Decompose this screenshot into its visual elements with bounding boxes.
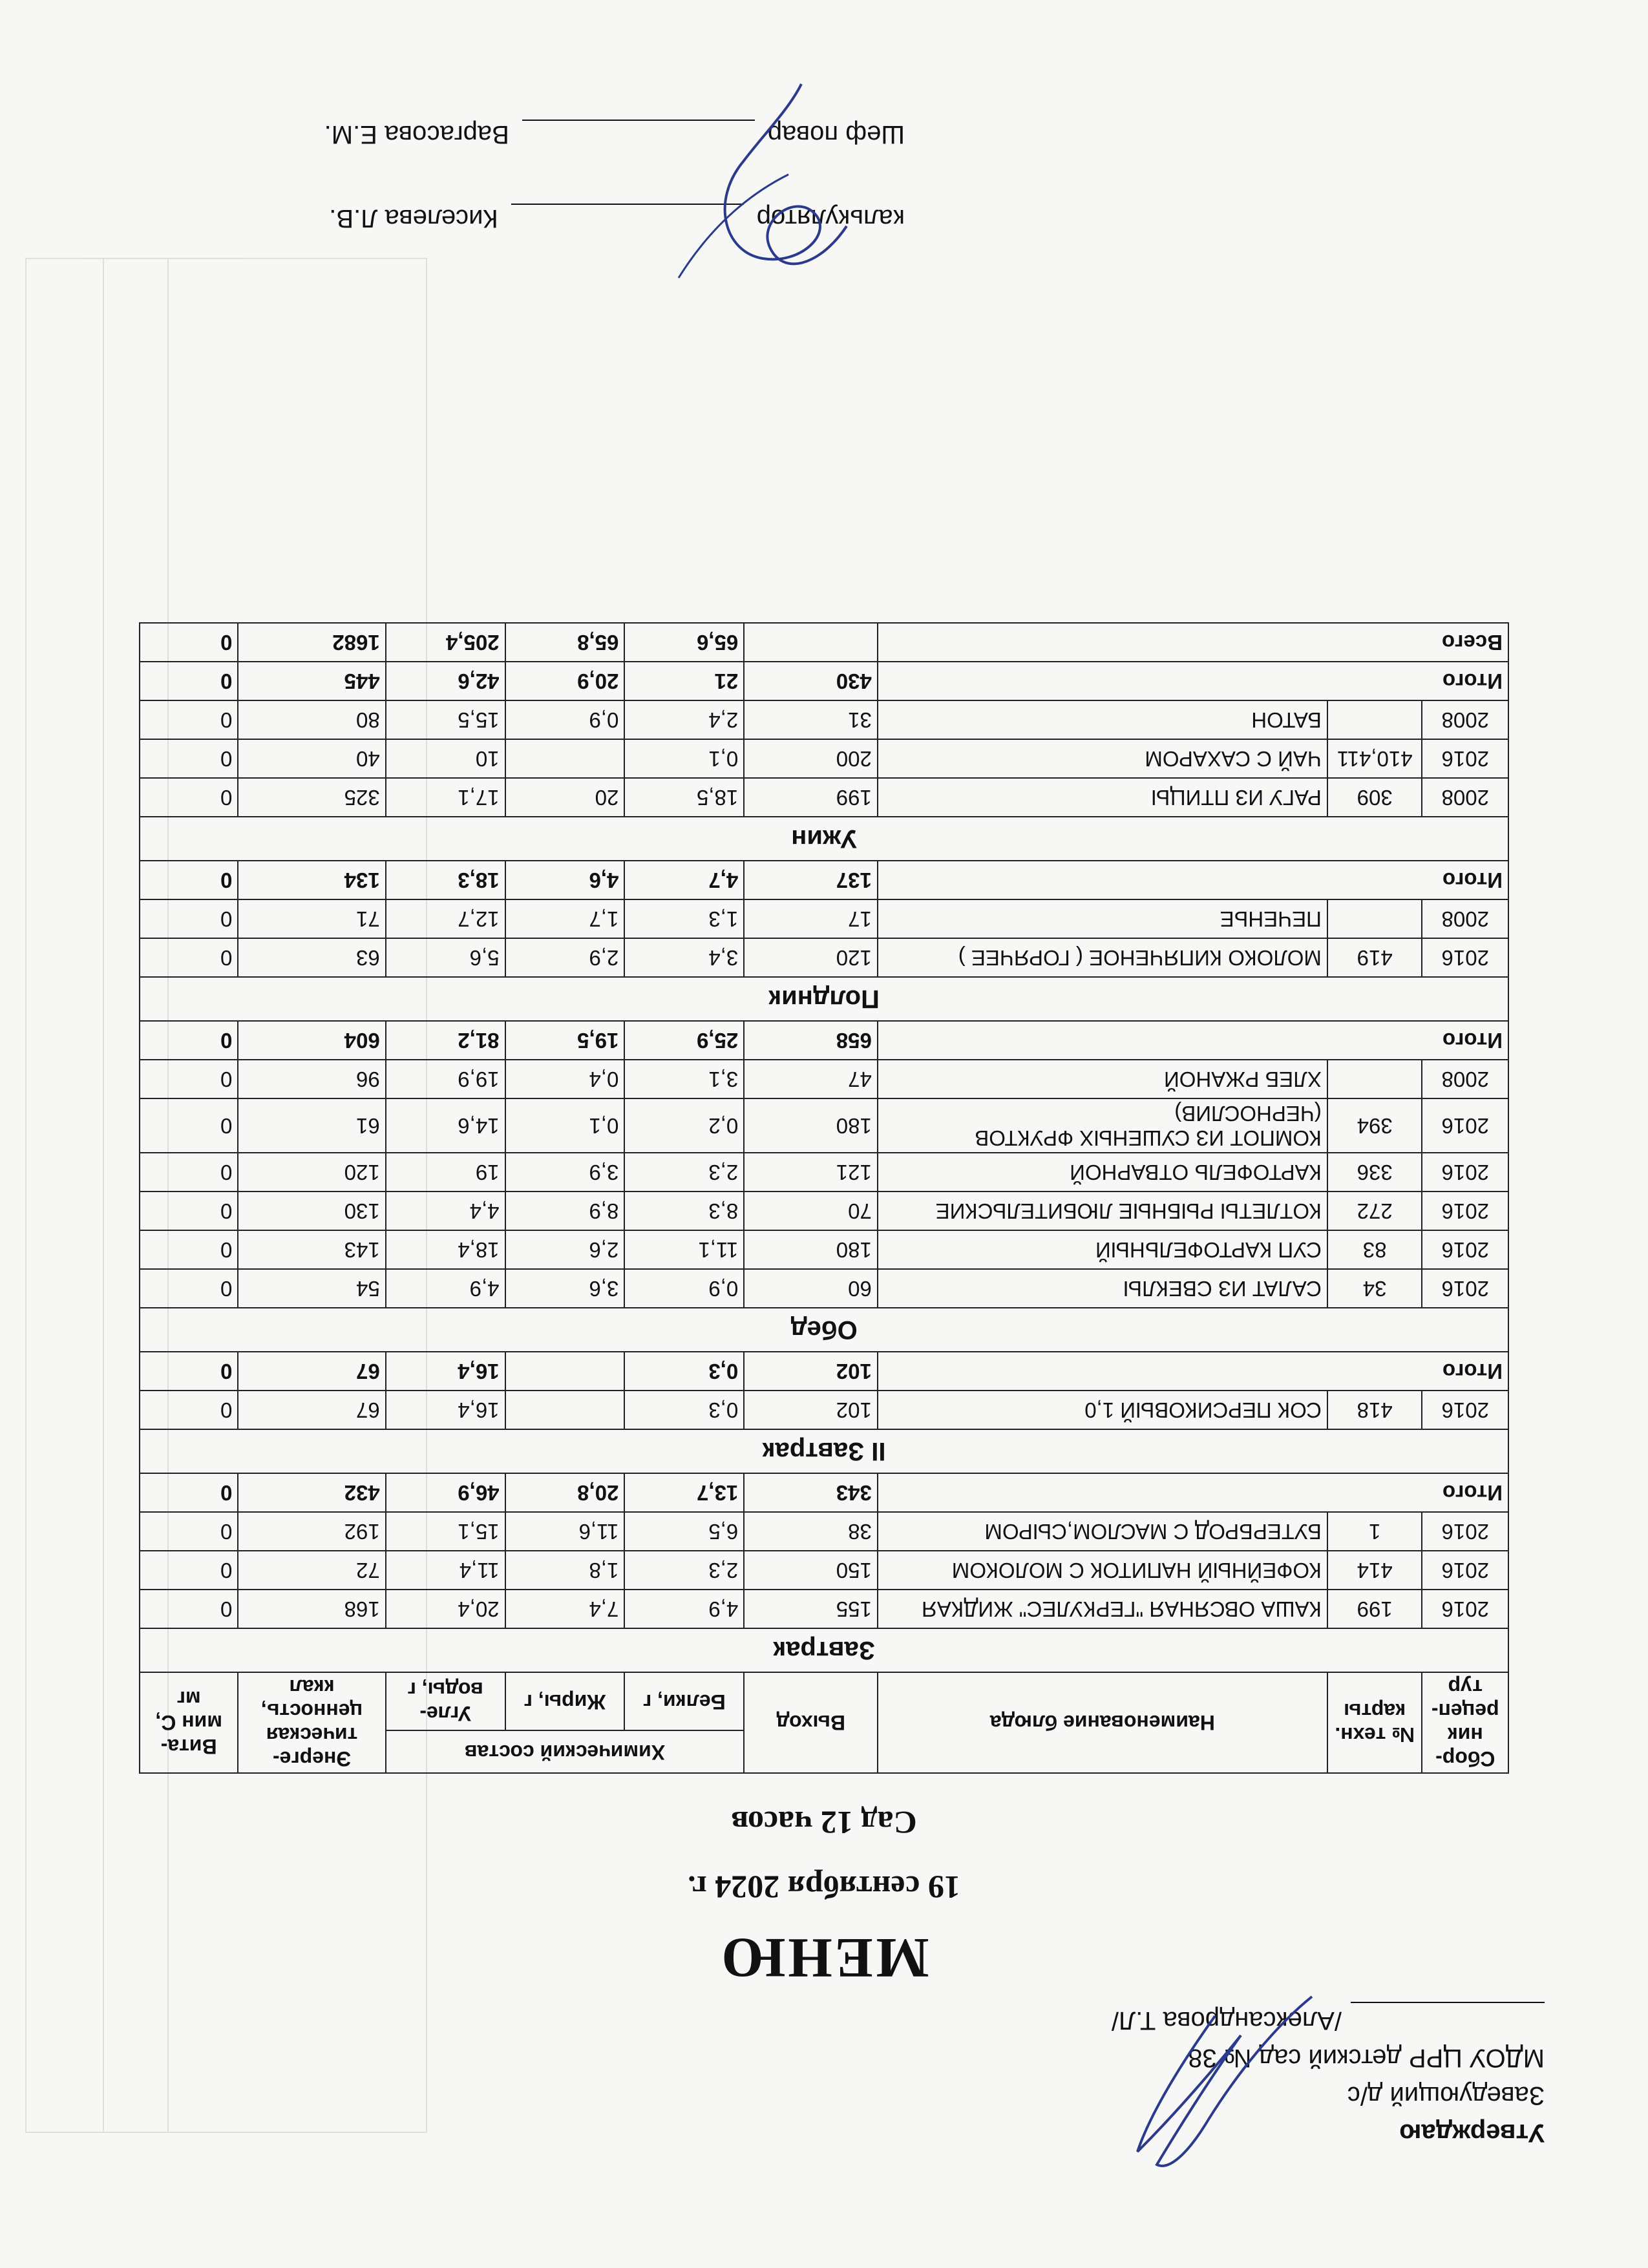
table-row <box>140 778 1508 817</box>
cell-protein: 4,9 <box>624 1590 744 1628</box>
cell-carbs: 10 <box>386 739 505 778</box>
cell-tech-card: 1 <box>1327 1512 1422 1551</box>
grand-total-label: Всего <box>878 623 1508 662</box>
header-chemical-group: Химический состав <box>386 1730 745 1773</box>
section-title: Завтрак <box>140 1628 1508 1672</box>
grand-total-protein: 65,6 <box>624 623 744 662</box>
total-label: Итого <box>878 662 1508 700</box>
total-yield: 343 <box>744 1473 878 1512</box>
cell-dish-name: КОМПОТ ИЗ СУШЕНЫХ ФРУКТОВ (ЧЕРНОСЛИВ) <box>878 1098 1327 1153</box>
cell-energy: 61 <box>238 1098 385 1153</box>
grand-total-row <box>140 623 1508 662</box>
cell-carbs: 5,6 <box>386 938 505 977</box>
cell-fat: 11,6 <box>505 1512 625 1551</box>
table-row <box>140 1551 1508 1590</box>
section-title: Полдник <box>140 977 1508 1021</box>
total-carbs: 42,6 <box>386 662 505 700</box>
total-label: Итого <box>878 861 1508 899</box>
total-vitamin: 0 <box>140 662 238 700</box>
cell-protein: 2,4 <box>624 700 744 739</box>
cell-collection: 2016 <box>1422 739 1508 778</box>
cell-energy: 63 <box>238 938 385 977</box>
cell-vitamin: 0 <box>140 1230 238 1269</box>
cell-fat <box>505 1391 625 1429</box>
total-energy: 432 <box>238 1473 385 1512</box>
cell-dish-name: СОК ПЕРСИКОВЫЙ 1,0 <box>878 1391 1327 1429</box>
approval-line-2: МДОУ ЦРР детский сад № 38 <box>1188 2044 1545 2072</box>
cell-yield: 180 <box>744 1230 878 1269</box>
cell-fat: 20 <box>505 778 625 817</box>
cell-carbs: 15,1 <box>386 1512 505 1551</box>
cell-dish-name: МОЛОКО КИПЯЧЕНОЕ ( ГОРЯЧЕЕ ) <box>878 938 1327 977</box>
cell-collection: 2016 <box>1422 1153 1508 1192</box>
cell-collection: 2016 <box>1422 1551 1508 1590</box>
cell-vitamin: 0 <box>140 1269 238 1308</box>
cell-vitamin: 0 <box>140 1098 238 1153</box>
cell-dish-name: ЧАЙ С САХАРОМ <box>878 739 1327 778</box>
cell-dish-name: ПЕЧЕНЬЕ <box>878 899 1327 938</box>
cell-fat: 3,9 <box>505 1153 625 1192</box>
signature-line <box>1351 2002 1545 2029</box>
cell-yield: 47 <box>744 1060 878 1098</box>
total-row <box>140 861 1508 899</box>
grand-total-vitamin: 0 <box>140 623 238 662</box>
cell-vitamin: 0 <box>140 1590 238 1628</box>
cell-dish-name: КАША ОВСЯНАЯ "ГЕРКУЛЕС" ЖИДКАЯ <box>878 1590 1327 1628</box>
header-collection: Сбор-ник рецеп-тур <box>1422 1672 1508 1773</box>
cell-yield: 200 <box>744 739 878 778</box>
grand-total-fat: 65,8 <box>505 623 625 662</box>
total-fat: 4,6 <box>505 861 625 899</box>
total-carbs: 81,2 <box>386 1021 505 1060</box>
cell-fat: 2,9 <box>505 938 625 977</box>
cell-carbs: 16,4 <box>386 1391 505 1429</box>
cell-yield: 121 <box>744 1153 878 1192</box>
cell-energy: 96 <box>238 1060 385 1098</box>
cell-energy: 71 <box>238 899 385 938</box>
cell-carbs: 18,4 <box>386 1230 505 1269</box>
cell-fat: 2,6 <box>505 1230 625 1269</box>
cell-tech-card <box>1327 899 1422 938</box>
cell-collection: 2016 <box>1422 1230 1508 1269</box>
total-energy: 134 <box>238 861 385 899</box>
total-yield: 430 <box>744 662 878 700</box>
total-carbs: 16,4 <box>386 1352 505 1391</box>
cell-tech-card <box>1327 700 1422 739</box>
table-row <box>140 700 1508 739</box>
cell-collection: 2016 <box>1422 1192 1508 1230</box>
table-row <box>140 1269 1508 1308</box>
total-row <box>140 662 1508 700</box>
cell-carbs: 15,5 <box>386 700 505 739</box>
cell-yield: 31 <box>744 700 878 739</box>
cell-energy: 192 <box>238 1512 385 1551</box>
table-row <box>140 739 1508 778</box>
header-carbs: Угле-воды, г <box>386 1672 505 1730</box>
cell-tech-card: 199 <box>1327 1590 1422 1628</box>
cell-carbs: 11,4 <box>386 1551 505 1590</box>
cell-protein: 2,3 <box>624 1551 744 1590</box>
cell-yield: 70 <box>744 1192 878 1230</box>
total-yield: 137 <box>744 861 878 899</box>
total-carbs: 46,9 <box>386 1473 505 1512</box>
cell-fat: 0,4 <box>505 1060 625 1098</box>
header-tech-card: № техн. карты <box>1327 1672 1422 1773</box>
cell-carbs: 14,6 <box>386 1098 505 1153</box>
table-row <box>140 1512 1508 1551</box>
cell-fat <box>505 739 625 778</box>
cell-tech-card: 414 <box>1327 1551 1422 1590</box>
cell-carbs: 4,4 <box>386 1192 505 1230</box>
total-protein: 13,7 <box>624 1473 744 1512</box>
cell-tech-card: 309 <box>1327 778 1422 817</box>
cell-vitamin: 0 <box>140 1551 238 1590</box>
cell-fat: 3,6 <box>505 1269 625 1308</box>
cell-protein: 0,9 <box>624 1269 744 1308</box>
cell-energy: 120 <box>238 1153 385 1192</box>
cell-energy: 80 <box>238 700 385 739</box>
cell-yield: 17 <box>744 899 878 938</box>
cell-carbs: 12,7 <box>386 899 505 938</box>
cell-collection: 2008 <box>1422 1060 1508 1098</box>
cell-protein: 0,1 <box>624 739 744 778</box>
cell-dish-name: ХЛЕБ РЖАНОЙ <box>878 1060 1327 1098</box>
total-protein: 4,7 <box>624 861 744 899</box>
section-title: Ужин <box>140 817 1508 861</box>
cell-collection: 2008 <box>1422 778 1508 817</box>
cell-fat: 8,9 <box>505 1192 625 1230</box>
cell-energy: 168 <box>238 1590 385 1628</box>
total-vitamin: 0 <box>140 1021 238 1060</box>
cell-vitamin: 0 <box>140 1192 238 1230</box>
header-vitamin: Вита-мин С, мг <box>140 1672 238 1773</box>
menu-table <box>139 622 1509 1774</box>
table-row <box>140 938 1508 977</box>
cell-yield: 180 <box>744 1098 878 1153</box>
header-fat: Жиры, г <box>505 1672 625 1730</box>
cell-energy: 67 <box>238 1391 385 1429</box>
menu-date: 19 сентября 2024 г. <box>688 1869 960 1906</box>
total-energy: 67 <box>238 1352 385 1391</box>
approval-heading: Утверждаю <box>1399 2119 1545 2147</box>
calculator-name: Киселева Л.В. <box>329 204 498 233</box>
cell-fat: 1,7 <box>505 899 625 938</box>
cell-tech-card: 418 <box>1327 1391 1422 1429</box>
cell-vitamin: 0 <box>140 1153 238 1192</box>
total-fat: 20,9 <box>505 662 625 700</box>
cell-yield: 150 <box>744 1551 878 1590</box>
cell-dish-name: КОТЛЕТЫ РЫБНЫЕ ЛЮБИТЕЛЬСКИЕ <box>878 1192 1327 1230</box>
cell-energy: 54 <box>238 1269 385 1308</box>
total-row <box>140 1473 1508 1512</box>
calculator-role: калькулятор <box>756 204 905 233</box>
cell-vitamin: 0 <box>140 899 238 938</box>
cell-energy: 130 <box>238 1192 385 1230</box>
total-vitamin: 0 <box>140 1352 238 1391</box>
section-row <box>140 1308 1508 1352</box>
cell-fat: 0,9 <box>505 700 625 739</box>
cell-collection: 2016 <box>1422 1590 1508 1628</box>
grand-total-energy: 1682 <box>238 623 385 662</box>
cell-vitamin: 0 <box>140 1512 238 1551</box>
total-protein: 0,3 <box>624 1352 744 1391</box>
cell-energy: 40 <box>238 739 385 778</box>
cell-carbs: 4,9 <box>386 1269 505 1308</box>
cell-tech-card: 336 <box>1327 1153 1422 1192</box>
total-label: Итого <box>878 1473 1508 1512</box>
cell-carbs: 19,9 <box>386 1060 505 1098</box>
section-title: Обед <box>140 1308 1508 1352</box>
cell-energy: 72 <box>238 1551 385 1590</box>
table-row <box>140 1391 1508 1429</box>
total-fat <box>505 1352 625 1391</box>
table-row <box>140 1192 1508 1230</box>
total-energy: 445 <box>238 662 385 700</box>
cell-energy: 143 <box>238 1230 385 1269</box>
header-dish-name: Наименование блюда <box>878 1672 1327 1773</box>
total-label: Итого <box>878 1352 1508 1391</box>
director-signature <box>1105 1977 1338 2190</box>
cell-carbs: 19 <box>386 1153 505 1192</box>
total-protein: 21 <box>624 662 744 700</box>
section-row <box>140 1429 1508 1473</box>
cell-protein: 3,4 <box>624 938 744 977</box>
table-row <box>140 1153 1508 1192</box>
cell-yield: 199 <box>744 778 878 817</box>
group-name: Сад 12 часов <box>731 1805 917 1841</box>
cell-dish-name: КАРТОФЕЛЬ ОТВАРНОЙ <box>878 1153 1327 1192</box>
cell-yield: 120 <box>744 938 878 977</box>
total-label: Итого <box>878 1021 1508 1060</box>
cell-dish-name: РАГУ ИЗ ПТИЦЫ <box>878 778 1327 817</box>
chef-role: Шеф повар <box>767 120 905 149</box>
cell-collection: 2016 <box>1422 1512 1508 1551</box>
cell-tech-card: 83 <box>1327 1230 1422 1269</box>
cell-tech-card: 34 <box>1327 1269 1422 1308</box>
cell-protein: 2,3 <box>624 1153 744 1192</box>
chef-name: Варгасова Е.М. <box>324 120 509 149</box>
cell-vitamin: 0 <box>140 1391 238 1429</box>
approval-signer: /Александрова Т.Л/ <box>1111 2006 1342 2035</box>
cell-tech-card: 394 <box>1327 1098 1422 1153</box>
cell-protein: 6,5 <box>624 1512 744 1551</box>
cell-collection: 2008 <box>1422 700 1508 739</box>
cell-vitamin: 0 <box>140 739 238 778</box>
cell-collection: 2016 <box>1422 1269 1508 1308</box>
cell-tech-card: 272 <box>1327 1192 1422 1230</box>
cell-protein: 8,3 <box>624 1192 744 1230</box>
cell-yield: 102 <box>744 1391 878 1429</box>
cell-tech-card <box>1327 1060 1422 1098</box>
table-row <box>140 1098 1508 1153</box>
total-row <box>140 1021 1508 1060</box>
grand-total-carbs: 205,4 <box>386 623 505 662</box>
cell-vitamin: 0 <box>140 778 238 817</box>
cell-dish-name: САЛАТ ИЗ СВЕКЛЫ <box>878 1269 1327 1308</box>
cell-carbs: 17,1 <box>386 778 505 817</box>
cell-collection: 2016 <box>1422 1098 1508 1153</box>
section-row <box>140 977 1508 1021</box>
approval-line-1: Заведующий д/с <box>1347 2081 1545 2110</box>
section-row <box>140 817 1508 861</box>
total-carbs: 18,3 <box>386 861 505 899</box>
section-title: II Завтрак <box>140 1429 1508 1473</box>
page-title: МЕНЮ <box>719 1926 929 1989</box>
section-row <box>140 1628 1508 1672</box>
cell-protein: 18,5 <box>624 778 744 817</box>
table-row <box>140 1060 1508 1098</box>
cell-vitamin: 0 <box>140 700 238 739</box>
cell-dish-name: КОФЕЙНЫЙ НАПИТОК С МОЛОКОМ <box>878 1551 1327 1590</box>
menu-table-body <box>140 623 1508 1672</box>
cell-yield: 60 <box>744 1269 878 1308</box>
cell-protein: 1,3 <box>624 899 744 938</box>
header-yield: Выход <box>744 1672 878 1773</box>
cell-collection: 2016 <box>1422 1391 1508 1429</box>
cell-energy: 325 <box>238 778 385 817</box>
total-protein: 25,9 <box>624 1021 744 1060</box>
total-row <box>140 1352 1508 1391</box>
cell-fat: 0,1 <box>505 1098 625 1153</box>
total-fat: 20,8 <box>505 1473 625 1512</box>
cell-yield: 38 <box>744 1512 878 1551</box>
cell-protein: 3,1 <box>624 1060 744 1098</box>
cell-protein: 0,2 <box>624 1098 744 1153</box>
cell-protein: 11,1 <box>624 1230 744 1269</box>
header-energy: Энерге-тическая ценность, ккал <box>238 1672 385 1773</box>
table-row <box>140 1590 1508 1628</box>
cell-carbs: 20,4 <box>386 1590 505 1628</box>
table-row <box>140 899 1508 938</box>
cell-collection: 2016 <box>1422 938 1508 977</box>
total-yield: 102 <box>744 1352 878 1391</box>
total-energy: 604 <box>238 1021 385 1060</box>
cell-collection: 2008 <box>1422 899 1508 938</box>
total-yield: 658 <box>744 1021 878 1060</box>
cell-dish-name: БАТОН <box>878 700 1327 739</box>
cell-vitamin: 0 <box>140 938 238 977</box>
total-vitamin: 0 <box>140 861 238 899</box>
cell-dish-name: БУТЕРБРОД С МАСЛОМ,СЫРОМ <box>878 1512 1327 1551</box>
grand-total-yield <box>744 623 878 662</box>
cell-fat: 1,8 <box>505 1551 625 1590</box>
cell-yield: 155 <box>744 1590 878 1628</box>
cell-dish-name: СУП КАРТОФЕЛЬНЫЙ <box>878 1230 1327 1269</box>
cell-vitamin: 0 <box>140 1060 238 1098</box>
table-row <box>140 1230 1508 1269</box>
total-vitamin: 0 <box>140 1473 238 1512</box>
cell-fat: 7,4 <box>505 1590 625 1628</box>
cell-protein: 0,3 <box>624 1391 744 1429</box>
calculator-signature <box>666 71 872 304</box>
header-protein: Белки, г <box>624 1672 744 1730</box>
cell-tech-card: 419 <box>1327 938 1422 977</box>
total-fat: 19,5 <box>505 1021 625 1060</box>
cell-tech-card: 410,411 <box>1327 739 1422 778</box>
